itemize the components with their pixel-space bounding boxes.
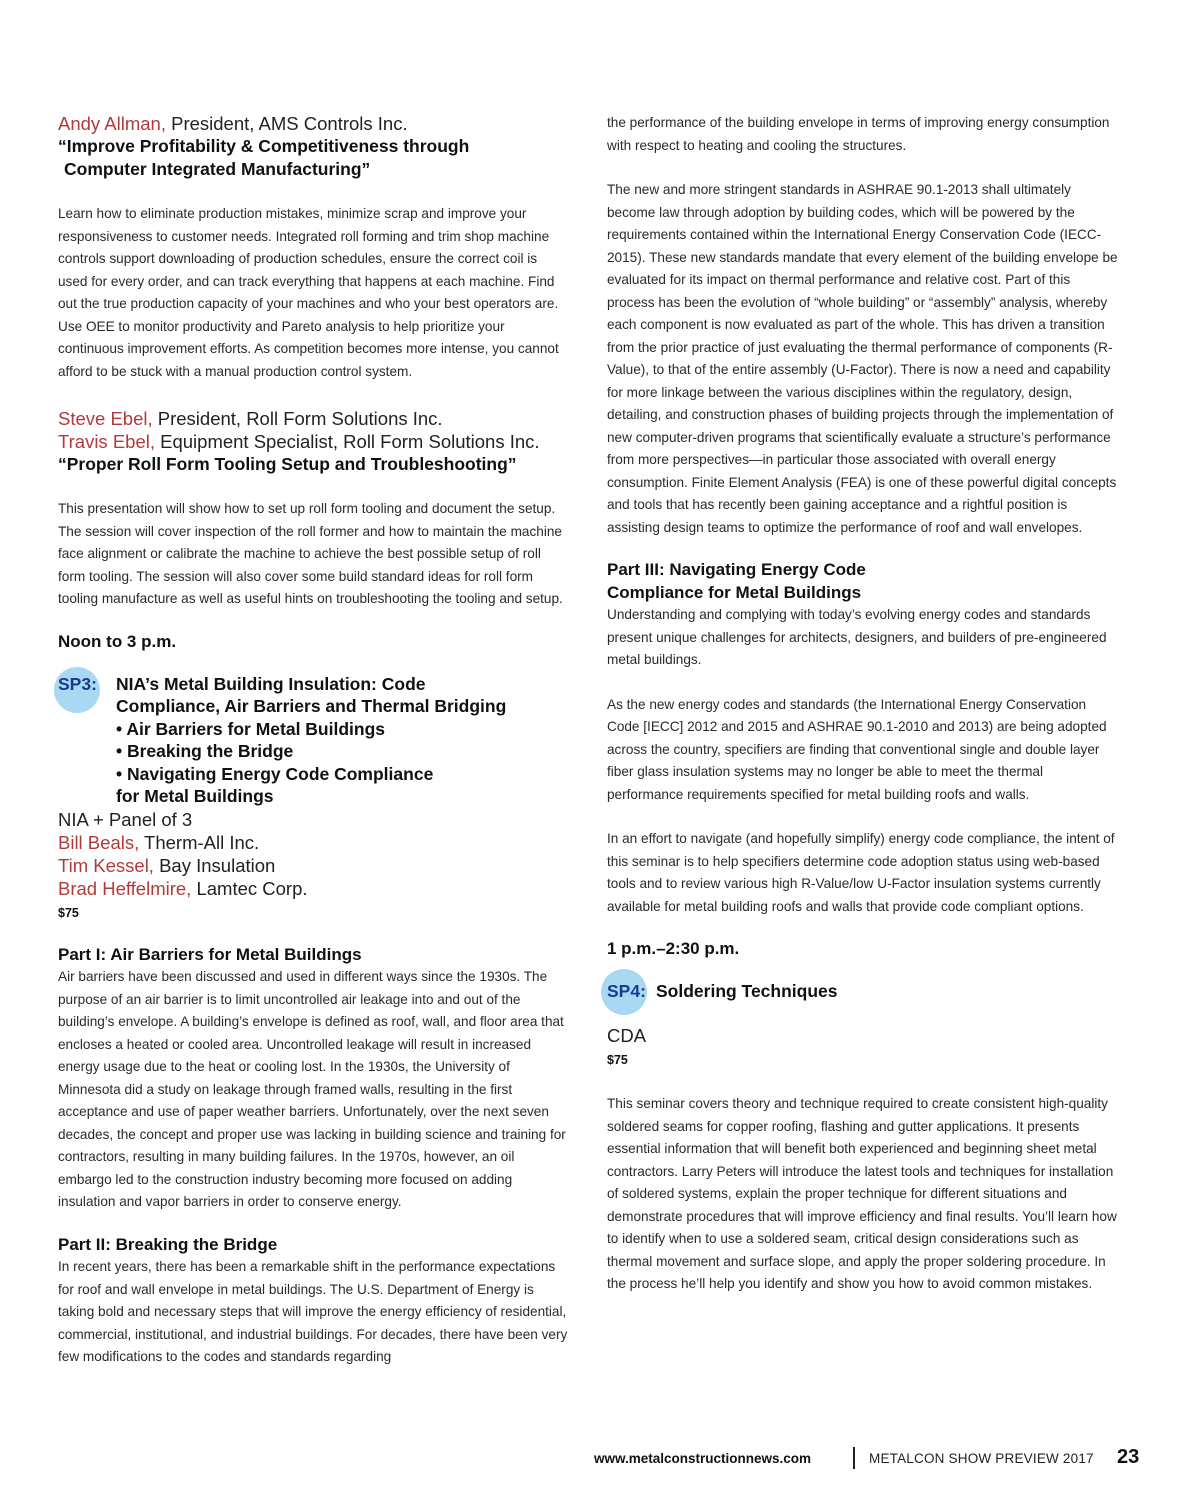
speaker-line xyxy=(58,112,568,135)
part-heading: Part III: Navigating Energy Code xyxy=(607,560,866,579)
session-title: NIA’s Metal Building Insulation: Code xyxy=(116,673,426,694)
footer-publication: METALCON SHOW PREVIEW 2017 xyxy=(869,1451,1094,1466)
session-sp3 xyxy=(58,673,568,808)
speaker-affiliation: President, Roll Form Solutions Inc. xyxy=(152,408,443,429)
session-code: SP3: xyxy=(58,673,97,694)
footer-url[interactable]: www.metalconstructionnews.com xyxy=(594,1451,812,1466)
bullet-item: • Navigating Energy Code Compliance xyxy=(116,763,434,784)
speaker-affiliation: Therm-All Inc. xyxy=(139,831,260,853)
part-description: Air barriers have been discussed and used in different ways since the 1930s. The purpose of an air barrier is to limit uncontrolled air leakage into and out of the building’s envelope. A building’s envelope is defined as roof, wall, and floor area that encloses a heated or cooled area. Uncontrolled leakage will result in increased energy usage due to the heat or cooling lost. In the 1930s, the University of Minnesota did a study on leakage through framed walls, resulting in the first acceptance and use of paper weather barriers. Unfortunately, over the next seven decades, the concept and proper use was lacking in building science and training for contractors, resulting in many building failures. In the 1970s, however, an oil embargo led to the construction industry becoming more focused on adding insulation and vapor barriers in order to conserve energy. xyxy=(58,969,566,1209)
speaker-name: Andy Allman, xyxy=(58,113,166,134)
part-heading-cont: Compliance for Metal Buildings xyxy=(607,582,862,602)
time-slot: Noon to 3 p.m. xyxy=(58,631,177,651)
part-description: As the new energy codes and standards (the International Energy Conservation Code [IECC] 2012 and 2015 and ASHRAE 90.1-2010 and 2013) are being adopted across the country, specifiers are finding that conventional single and double layer fiber glass insulation systems may no longer be able to meet the thermal performance requirements specified for metal building roofs and walls. xyxy=(607,696,1107,802)
session-description: Learn how to eliminate production mistakes, minimize scrap and improve your responsiveness to customer needs. Integrated roll forming and trim shop machine controls support downloading of production schedules, ensure the correct coil is used for every order, and can track everything that happens at each machine. Find out the true production capacity of your machines and who your best operators are. Use OEE to monitor productivity and Pareto analysis to help prioritize your continuous improvement efforts. As competition becomes more intense, you cannot afford to be stuck with a manual production control system. xyxy=(58,206,559,379)
page-number: 23 xyxy=(1117,1446,1140,1468)
session-price: $75 xyxy=(58,905,79,920)
speaker-affiliation: Equipment Specialist, Roll Form Solutions Inc. xyxy=(154,431,540,452)
page-footer xyxy=(0,1447,1200,1471)
bullet-item-cont: for Metal Buildings xyxy=(116,786,274,806)
speaker-name: Steve Ebel, xyxy=(58,408,153,429)
part-heading: Part II: Breaking the Bridge xyxy=(58,1234,278,1254)
speaker-name: Travis Ebel, xyxy=(58,431,155,452)
session-title: “Improve Profitability & Competitiveness through xyxy=(58,136,470,156)
speaker-line xyxy=(58,831,568,854)
speaker-line xyxy=(58,407,568,430)
right-column xyxy=(607,112,1119,1296)
session-allman xyxy=(58,112,568,383)
session-code: SP4: xyxy=(607,981,646,1001)
speaker-line xyxy=(58,854,568,877)
footer-divider xyxy=(853,1447,855,1469)
session-sp4 xyxy=(607,980,1119,1014)
session-title: Soldering Techniques xyxy=(656,981,838,1001)
presenter-org: NIA + Panel of 3 xyxy=(58,808,193,830)
speaker-affiliation: Bay Insulation xyxy=(153,854,276,876)
part-description: Understanding and complying with today’s evolving energy codes and standards present unique challenges for architects, designers, and builders of pre-engineered metal buildings. xyxy=(607,607,1107,667)
time-slot: 1 p.m.–2:30 p.m. xyxy=(607,939,740,958)
session-price: $75 xyxy=(607,1053,628,1067)
speaker-name: Brad Heffelmire, xyxy=(58,877,192,899)
speaker-affiliation: President, AMS Controls Inc. xyxy=(165,113,408,134)
speaker-line xyxy=(58,430,568,453)
part-description: The new and more stringent standards in ASHRAE 90.1-2013 shall ultimately become law through adoption by building codes, which will be powered by the requirements contained within the International Energy Conservation Code (IECC-2015). These new standards mandate that every element of the building envelope be evaluated for its impact on thermal performance and relative cost. Part of this process has been the evolution of “whole building” or “assembly” analysis, whereby each component is now evaluated as part of the whole. This has driven a transition from the prior practice of just evaluating the thermal performance of components (R-Value), to that of the entire assembly (U-Factor). There is now a need and capability for more linkage between the various disciplines within the regulatory, design, detailing, and construction phases of building projects through the implementation of new computer-driven programs that scientifically evaluate a structure’s performance from more perspectives—in particular those associated with overall energy consumption. Finite Element Analysis (FEA) is one of these powerful digital concepts and tools that has recently been gaining acceptance and a rightful position is assisting design teams to optimize the performance of roof and wall envelopes. xyxy=(607,182,1118,535)
speaker-line xyxy=(58,877,568,900)
presenter-org: CDA xyxy=(607,1025,647,1046)
part-description: In an effort to navigate (and hopefully simplify) energy code compliance, the intent of this seminar is to help specifiers determine code adoption status using web-based tools and to review various high R-Value/low U-Factor insulation systems currently available for metal building roofs and walls that provide code compliant options. xyxy=(607,831,1115,914)
speaker-name: Bill Beals, xyxy=(58,831,140,853)
part-description: In recent years, there has been a remarkable shift in the performance expectations for roof and wall envelope in metal buildings. The U.S. Department of Energy is taking bold and necessary steps that will improve the energy efficiency of residential, commercial, institutional, and industrial buildings. For decades, there have been very few modifications to the codes and standards regarding xyxy=(58,1259,568,1364)
session-title: “Proper Roll Form Tooling Setup and Troubleshooting” xyxy=(58,454,517,474)
part-heading: Part I: Air Barriers for Metal Buildings xyxy=(58,944,362,964)
speaker-affiliation: Lamtec Corp. xyxy=(191,877,308,899)
speaker-name: Tim Kessel, xyxy=(58,854,154,876)
session-title-cont: Compliance, Air Barriers and Thermal Bridging xyxy=(116,696,507,716)
bullet-item: • Air Barriers for Metal Buildings xyxy=(116,718,386,739)
left-column xyxy=(58,112,568,1369)
session-description: This seminar covers theory and technique required to create consistent high-quality soldered seams for copper roofing, flashing and gutter applications. It presents essential information that will benefit both experienced and beginning sheet metal contractors. Larry Peters will introduce the latest tools and techniques for installation of soldered systems, explain the proper technique for different situations and demonstrate procedures that will improve efficiency and final results. You’ll learn how to identify when to use a soldered seam, critical design considerations such as thermal movement and surface slope, and apply the proper soldering procedure. In the process he’ll help you identify and show you how to avoid common mistakes. xyxy=(607,1096,1117,1291)
session-ebel xyxy=(58,407,568,611)
continued-description: the performance of the building envelope in terms of improving energy consumption with respect to heating and cooling the structures. xyxy=(607,115,1110,153)
bullet-item: • Breaking the Bridge xyxy=(116,741,294,761)
session-title-cont: Computer Integrated Manufacturing” xyxy=(64,159,371,179)
session-description: This presentation will show how to set up roll form tooling and document the setup. The session will cover inspection of the roll former and how to maintain the machine face alignment or calibrate the machine to achieve the best possible setup of roll form tooling. The session will also cover some build standard ideas for roll form tooling manufacture as well as useful hints on troubleshooting the tooling and setup. xyxy=(58,501,563,606)
